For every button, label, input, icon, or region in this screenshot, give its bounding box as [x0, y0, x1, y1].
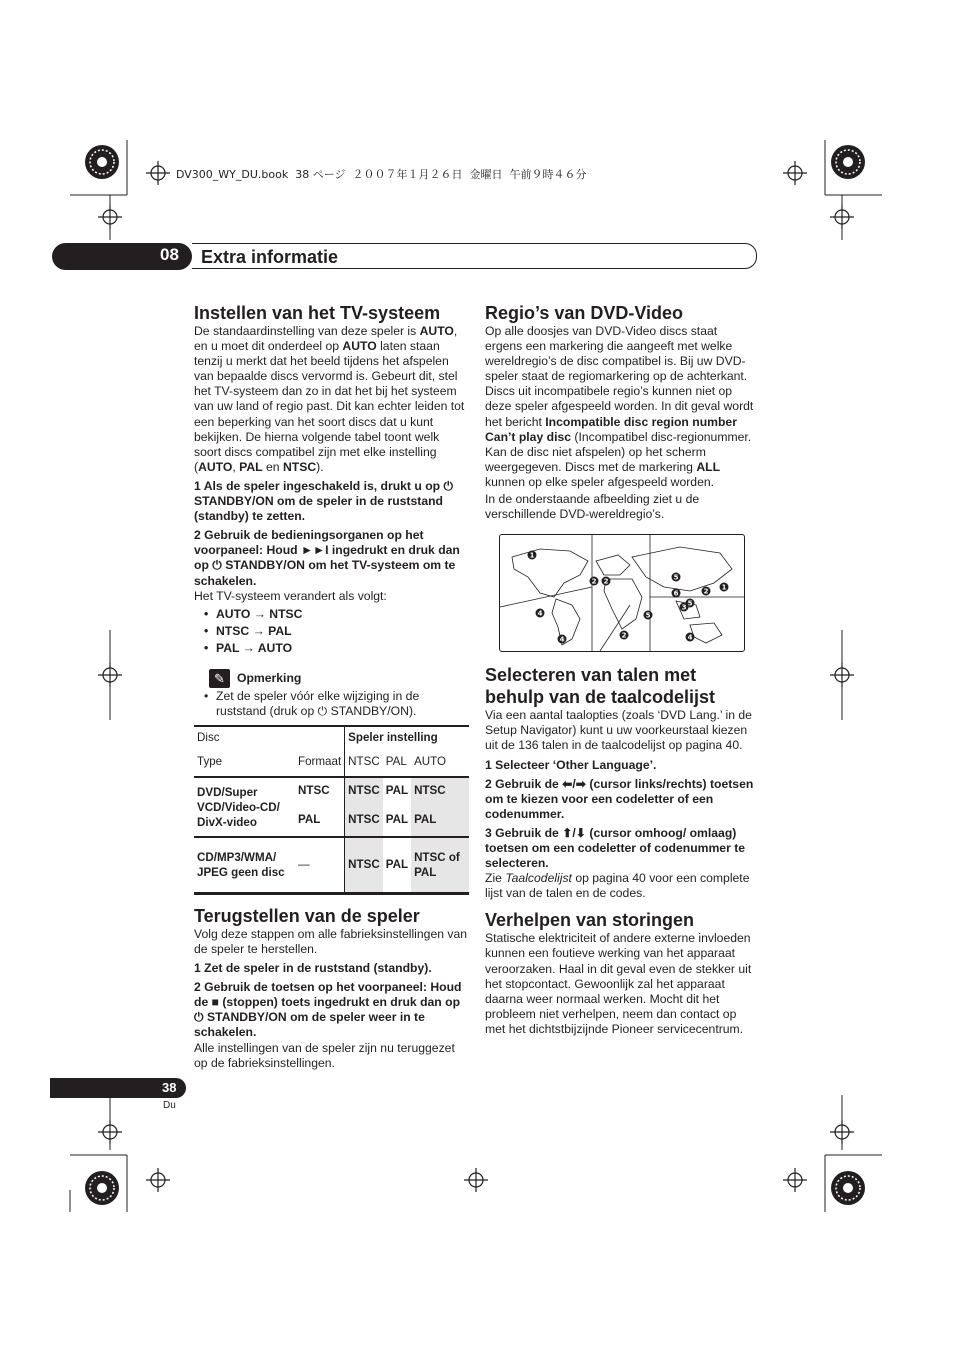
page-number: 38	[162, 1080, 177, 1095]
regions-text: Op alle doosjes van DVD-Video discs staat ergens een markering die aangeeft met welke wereldregio’s de disc compatibel is. Bij uw DVD-speler staat de regiomarkering op de achterkant. Discs uit incompatibele regio’s kunnen niet op deze speler afgespeeld worden. In dit geval wordt het bericht Incompatible disc region number Can’t play disc (Incompatibel disc-regionummer. Kan de disc niet afspelen) op het scherm weergegeven. Discs met de markering ALL kunnen op elke speler afgespeeld worden.	[485, 324, 754, 489]
region-label: 2	[591, 577, 597, 586]
note-title: Opmerking	[237, 670, 302, 685]
table-header: NTSC	[345, 748, 383, 777]
step-1: 1 Als de speler ingeschakeld is, drukt u op ⏻ STANDBY/ON om de speler in de ruststand (standby) te zetten.	[194, 478, 454, 524]
troubleshooting-text: Statische elektriciteit of andere externe invloeden kunnen een foutieve werking van het apparaat veroorzaken. Haal in dit geval even de stekker uit het stopcontact. Gewoonlijk zal het apparaat daarna weer normaal werken. Mocht dit het probleem niet verhelpen, neem dan contact op met het dichtstbijzijnde Pioneer servicecentrum.	[485, 931, 752, 1036]
regions-map-intro: In de onderstaande afbeelding ziet u de verschillende DVD-wereldregio’s.	[485, 492, 700, 522]
language-step-3: 3 Gebruik de ⬆/⬇ (cursor omhoog/ omlaag) toetsen om een codeletter of codenummer te selecteren.	[485, 825, 746, 871]
reset-step-1: 1 Zet de speler in de ruststand (standby).	[194, 961, 432, 976]
list-item: • NTSC → PAL	[202, 623, 469, 640]
section-title-regions: Regio’s van DVD-Video	[485, 303, 684, 323]
table-row: PAL NTSC PAL PAL	[194, 804, 469, 837]
pencil-icon: ✎	[209, 669, 230, 688]
reset-result: Alle instellingen van de speler zijn nu teruggezet op de fabrieksinstellingen.	[194, 1040, 455, 1070]
region-label: 2	[621, 631, 627, 640]
note-header	[194, 669, 469, 689]
list-item: • AUTO → NTSC	[202, 606, 469, 623]
table-header: Type	[197, 755, 223, 769]
table-header: Speler instelling	[345, 726, 469, 748]
page-language: Du	[163, 1100, 176, 1111]
region-label: 5	[645, 611, 651, 620]
region-label: 1	[529, 551, 535, 560]
reset-step-2: 2 Gebruik de toetsen op het voorpaneel: Houd de ■ (stoppen) toets ingedrukt en druk dan op ⏻ STANDBY/ON om de speler weer in te schakelen.	[194, 980, 462, 1040]
region-label: 4	[559, 635, 565, 644]
region-label: 3	[681, 603, 687, 612]
section-title-language: Selecteren van talen met behulp van de taalcodelijst	[485, 665, 716, 708]
disc-compat-table	[194, 725, 469, 895]
table-row: CD/MP3/WMA/ JPEG geen disc — NTSC PAL NTSC of PAL	[194, 837, 469, 894]
language-step-2: 2 Gebruik de ⬅/➡ (cursor links/rechts) toetsen om te kiezen voor een codeletter of een codenummer.	[485, 776, 754, 821]
reset-intro: Volg deze stappen om alle fabrieksinstellingen van de speler te herstellen.	[194, 926, 468, 956]
region-label: 2	[603, 577, 609, 586]
table-header: AUTO	[414, 755, 447, 769]
right-column	[485, 302, 757, 1037]
table-header: Formaat	[298, 755, 342, 769]
region-label: 6	[673, 589, 679, 598]
table-header: Disc	[197, 730, 220, 744]
tv-system-intro: De standaardinstelling van deze speler is AUTO, en u moet dit onderdeel op AUTO laten staan tenzij u merkt dat het beeld tijdens het afspelen van bepaalde discs vervormd is. Gebeurt dit, stel het TV-systeem dan zo in dat het bij het systeem van uw land of regio past. Dit kan echter leiden tot een beperking van het soort discs dat u kunt bekijken. De hierna volgende tabel toont welk soort discs compatibel zijn met elke instelling (AUTO, PAL en NTSC).	[194, 324, 465, 474]
list-item: • PAL → AUTO	[202, 640, 469, 657]
region-label: 5	[687, 599, 693, 608]
left-column	[194, 302, 469, 1071]
region-label: 1	[721, 583, 727, 592]
section-title-tv-system: Instellen van het TV-systeem	[194, 303, 441, 323]
world-region-map	[499, 534, 745, 652]
region-label: 4	[537, 609, 543, 618]
note-text: • Zet de speler vóór elke wijziging in de ruststand (druk op ⏻ STANDBY/ON).	[194, 689, 469, 719]
step-2-result: Het TV-systeem verandert als volgt:	[194, 588, 387, 603]
section-title-reset: Terugstellen van de speler	[194, 905, 420, 926]
section-title-troubleshooting: Verhelpen van storingen	[485, 910, 695, 931]
chapter-title: Extra informatie	[201, 247, 339, 267]
step-2: 2 Gebruik de bedieningsorganen op het voorpaneel: Houd ►►I ingedrukt en druk dan op ⏻ STANDBY/ON om het TV-systeem om te schakelen.	[194, 528, 460, 588]
table-row: DVD/Super VCD/Video-CD/ DivX-video NTSC NTSC PAL NTSC	[194, 777, 469, 804]
chapter-number: 08	[160, 245, 179, 264]
world-map-image	[500, 535, 744, 651]
language-reference: Zie Taalcodelijst op pagina 40 voor een complete lijst van de talen en de codes.	[485, 871, 750, 901]
region-label: 5	[673, 573, 679, 582]
region-label: 2	[703, 587, 709, 596]
table-header: PAL	[385, 755, 407, 769]
region-label: 4	[687, 633, 693, 642]
tv-system-cycle	[194, 606, 469, 657]
print-header: DV300_WY_DU.book 38 ページ ２００７年１月２６日 金曜日 午前９時４６分	[176, 168, 587, 181]
language-intro: Via een aantal taalopties (zoals ‘DVD Lang.’ in de Setup Navigator) kunt u uw voorkeurstaal kiezen uit de 136 talen in de taalcodelijst op pagina 40.	[485, 708, 752, 753]
language-step-1: 1 Selecteer ‘Other Language’.	[485, 757, 657, 772]
